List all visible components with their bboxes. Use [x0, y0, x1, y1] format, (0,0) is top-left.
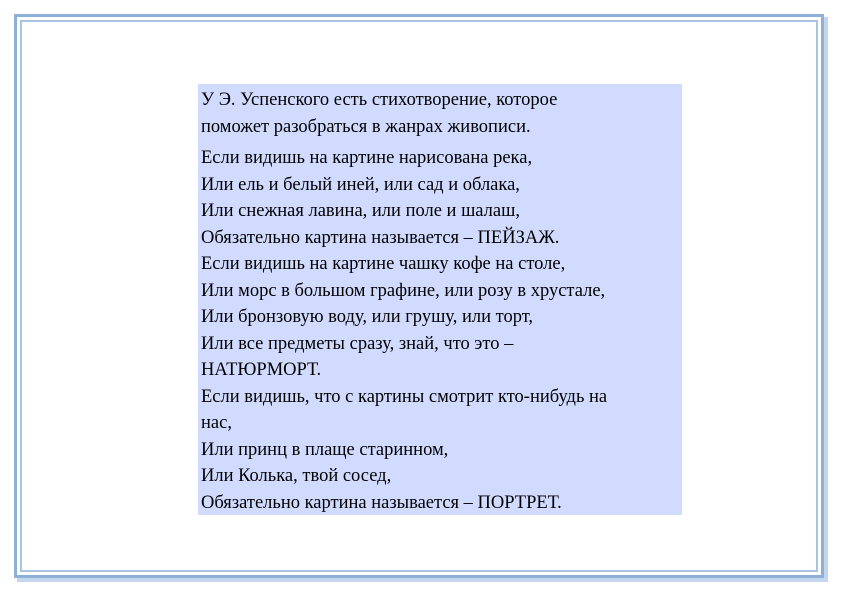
poem-text-box	[198, 84, 682, 515]
poem-body	[201, 145, 682, 516]
poem-line: нас,	[201, 413, 232, 433]
poem-line: Или морс в большом графине, или розу в хрустале,	[201, 280, 606, 301]
poem-line: Если видишь на картине чашку кофе на столе,	[201, 254, 566, 274]
poem-line: Если видишь на картине нарисована река,	[201, 148, 533, 168]
poem-line: Или ель и белый иней, или сад и облака,	[201, 174, 520, 195]
poem-line: Обязательно картина называется – ПОРТРЕТ.	[201, 492, 562, 513]
poem-line: Или Колька, твой сосед,	[201, 466, 392, 486]
poem-line: НАТЮРМОРТ.	[201, 360, 322, 380]
frame-shadow	[17, 578, 828, 582]
poem-line: Или принц в плаще старинном,	[201, 439, 449, 460]
intro-line: У Э. Успенского есть стихотворение, которое	[201, 90, 558, 110]
frame-shadow	[824, 17, 828, 581]
poem-line: Или все предметы сразу, знай, что это –	[201, 333, 514, 354]
intro-line: поможет разобраться в жанрах живописи.	[201, 117, 531, 137]
poem-line: Или бронзовую воду, или грушу, или торт,	[201, 307, 534, 327]
poem-line: Если видишь, что с картины смотрит кто-нибудь на	[201, 386, 608, 407]
poem-line: Или снежная лавина, или поле и шалаш,	[201, 201, 520, 221]
poem-line: Обязательно картина называется – ПЕЙЗАЖ.	[201, 227, 560, 248]
